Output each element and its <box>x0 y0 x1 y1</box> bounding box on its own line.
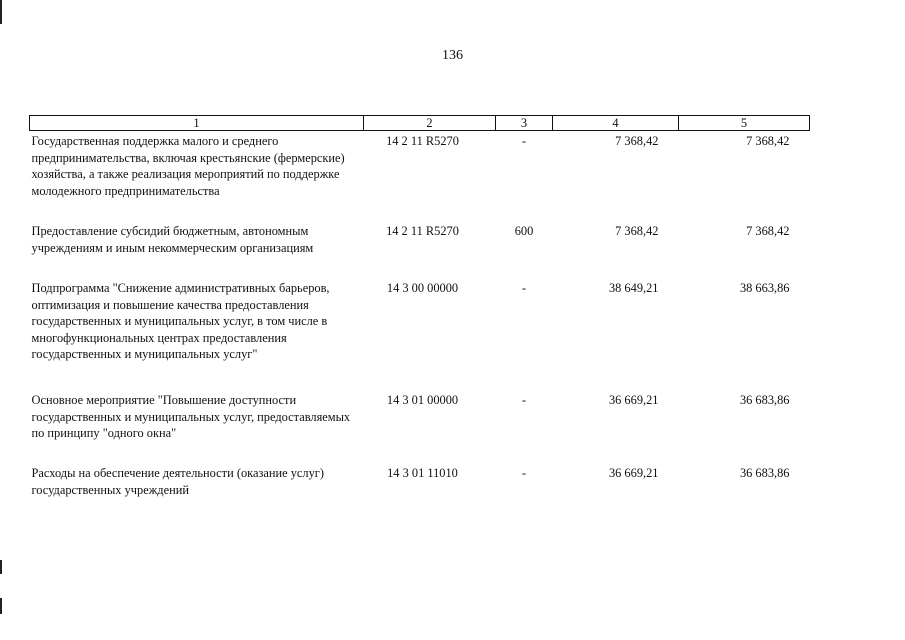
table-row <box>30 221 810 278</box>
row-code: 14 3 01 00000 <box>386 393 459 407</box>
scan-edge-mark <box>0 560 2 574</box>
scan-edge-mark <box>0 0 2 24</box>
row-name: Подпрограмма "Снижение административных барьеров, оптимизация и повышение качества предоставления государственных и муниципальных услуг, в том числе в многофункциональных центрах предоставления государственных и муниципальных услуг" <box>31 281 330 361</box>
row-code: 14 2 11 R5270 <box>386 134 459 148</box>
row-code: 14 3 01 11010 <box>387 466 458 480</box>
row-code: 14 3 00 00000 <box>386 281 459 295</box>
row-amount-col5: 36 683,86 <box>739 466 790 480</box>
page-number: 136 <box>442 48 463 63</box>
row-amount-col4: 36 669,21 <box>608 466 659 480</box>
row-amount-col4: 7 368,42 <box>615 134 659 148</box>
row-amount-col5: 7 368,42 <box>746 224 790 238</box>
row-code: 14 2 11 R5270 <box>386 224 459 238</box>
row-expense-type: - <box>521 393 527 407</box>
row-expense-type: - <box>521 466 527 480</box>
row-amount-col5: 7 368,42 <box>746 134 790 148</box>
table-row <box>30 278 810 390</box>
row-expense-type: - <box>521 281 527 295</box>
row-amount-col5: 38 663,86 <box>739 281 790 295</box>
column-header: 5 <box>679 116 810 131</box>
row-name: Государственная поддержка малого и среднего предпринимательства, включая крестьянские (фермерские) хозяйства, а также реализация мероприятий по поддержке молодежного предпринимательства <box>31 134 345 198</box>
column-header: 3 <box>496 116 553 131</box>
column-header: 2 <box>364 116 496 131</box>
row-expense-type: 600 <box>514 224 534 238</box>
budget-table <box>29 115 810 505</box>
table-row <box>30 131 810 222</box>
table-row <box>30 390 810 463</box>
row-expense-type: - <box>521 134 527 148</box>
row-name: Расходы на обеспечение деятельности (оказание услуг) государственных учреждений <box>31 466 325 497</box>
row-amount-col5: 36 683,86 <box>739 393 790 407</box>
row-amount-col4: 38 649,21 <box>608 281 659 295</box>
row-amount-col4: 36 669,21 <box>608 393 659 407</box>
column-header: 4 <box>553 116 679 131</box>
header-row <box>30 116 810 131</box>
scan-edge-mark <box>0 598 2 614</box>
row-name: Предоставление субсидий бюджетным, автономным учреждениям и иным некоммерческим организациям <box>31 224 314 255</box>
table-row <box>30 463 810 505</box>
column-header: 1 <box>30 116 364 131</box>
row-name: Основное мероприятие "Повышение доступности государственных и муниципальных услуг, предоставляемых по принципу "одного окна" <box>31 393 351 440</box>
row-amount-col4: 7 368,42 <box>615 224 659 238</box>
